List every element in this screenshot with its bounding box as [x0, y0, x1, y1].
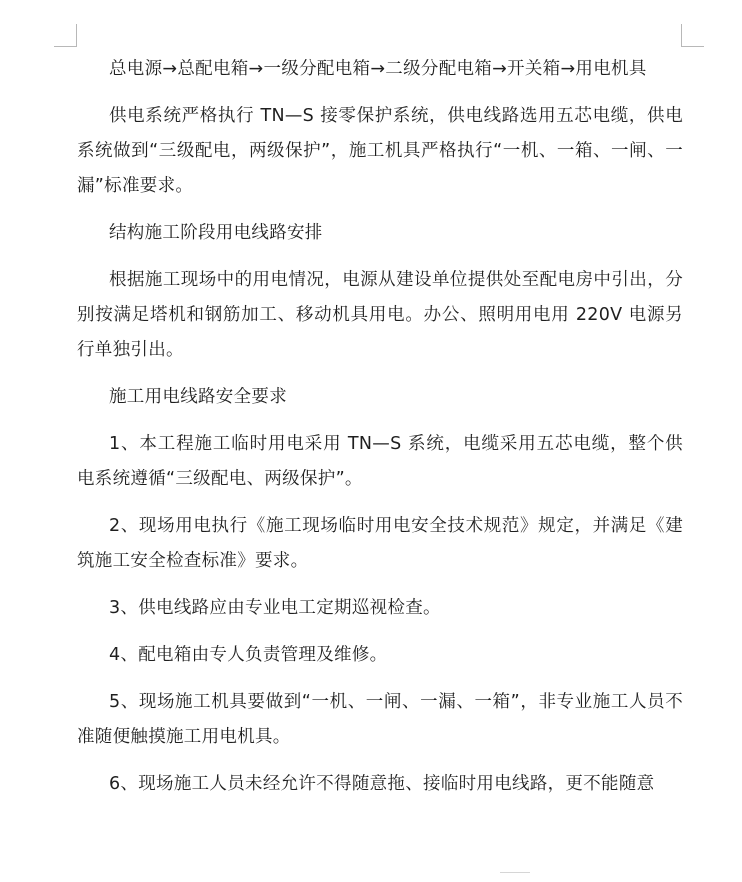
document-body[interactable]	[77, 52, 683, 814]
list-item-5: 5、现场施工机具要做到“一机、一闸、一漏、一箱”，非专业施工人员不准随便触摸施工用电机具。	[77, 692, 683, 747]
paragraph-power-flow: 总电源→总配电箱→一级分配电箱→二级分配电箱→开关箱→用电机具	[109, 59, 647, 79]
list-item-2: 2、现场用电执行《施工现场临时用电安全技术规范》规定，并满足《建筑施工安全检查标准》要求。	[77, 516, 683, 571]
heading-safety-requirements: 施工用电线路安全要求	[109, 387, 287, 407]
list-item-3: 3、供电线路应由专业电工定期巡视检查。	[109, 598, 441, 618]
paragraph-power-source: 根据施工现场中的用电情况，电源从建设单位提供处至配电房中引出，分别按满足塔机和钢筋加工、移动机具用电。办公、照明用电用 220V 电源另行单独引出。	[77, 270, 683, 360]
list-item-1: 1、本工程施工临时用电采用 TN—S 系统，电缆采用五芯电缆，整个供电系统遵循“三级配电、两级保护”。	[77, 434, 683, 489]
list-item-4: 4、配电箱由专人负责管理及维修。	[109, 645, 388, 665]
heading-structure-wiring: 结构施工阶段用电线路安排	[109, 223, 323, 243]
margin-corner-top-left	[54, 24, 77, 47]
list-item-6: 6、现场施工人员未经允许不得随意拖、接临时用电线路，更不能随意	[109, 774, 655, 794]
page-bottom-divider	[500, 872, 530, 879]
margin-corner-top-right	[681, 24, 704, 47]
paragraph-supply-system: 供电系统严格执行 TN—S 接零保护系统，供电线路选用五芯电缆，供电系统做到“三级配电，两级保护”，施工机具严格执行“一机、一箱、一闸、一漏”标准要求。	[77, 106, 683, 196]
